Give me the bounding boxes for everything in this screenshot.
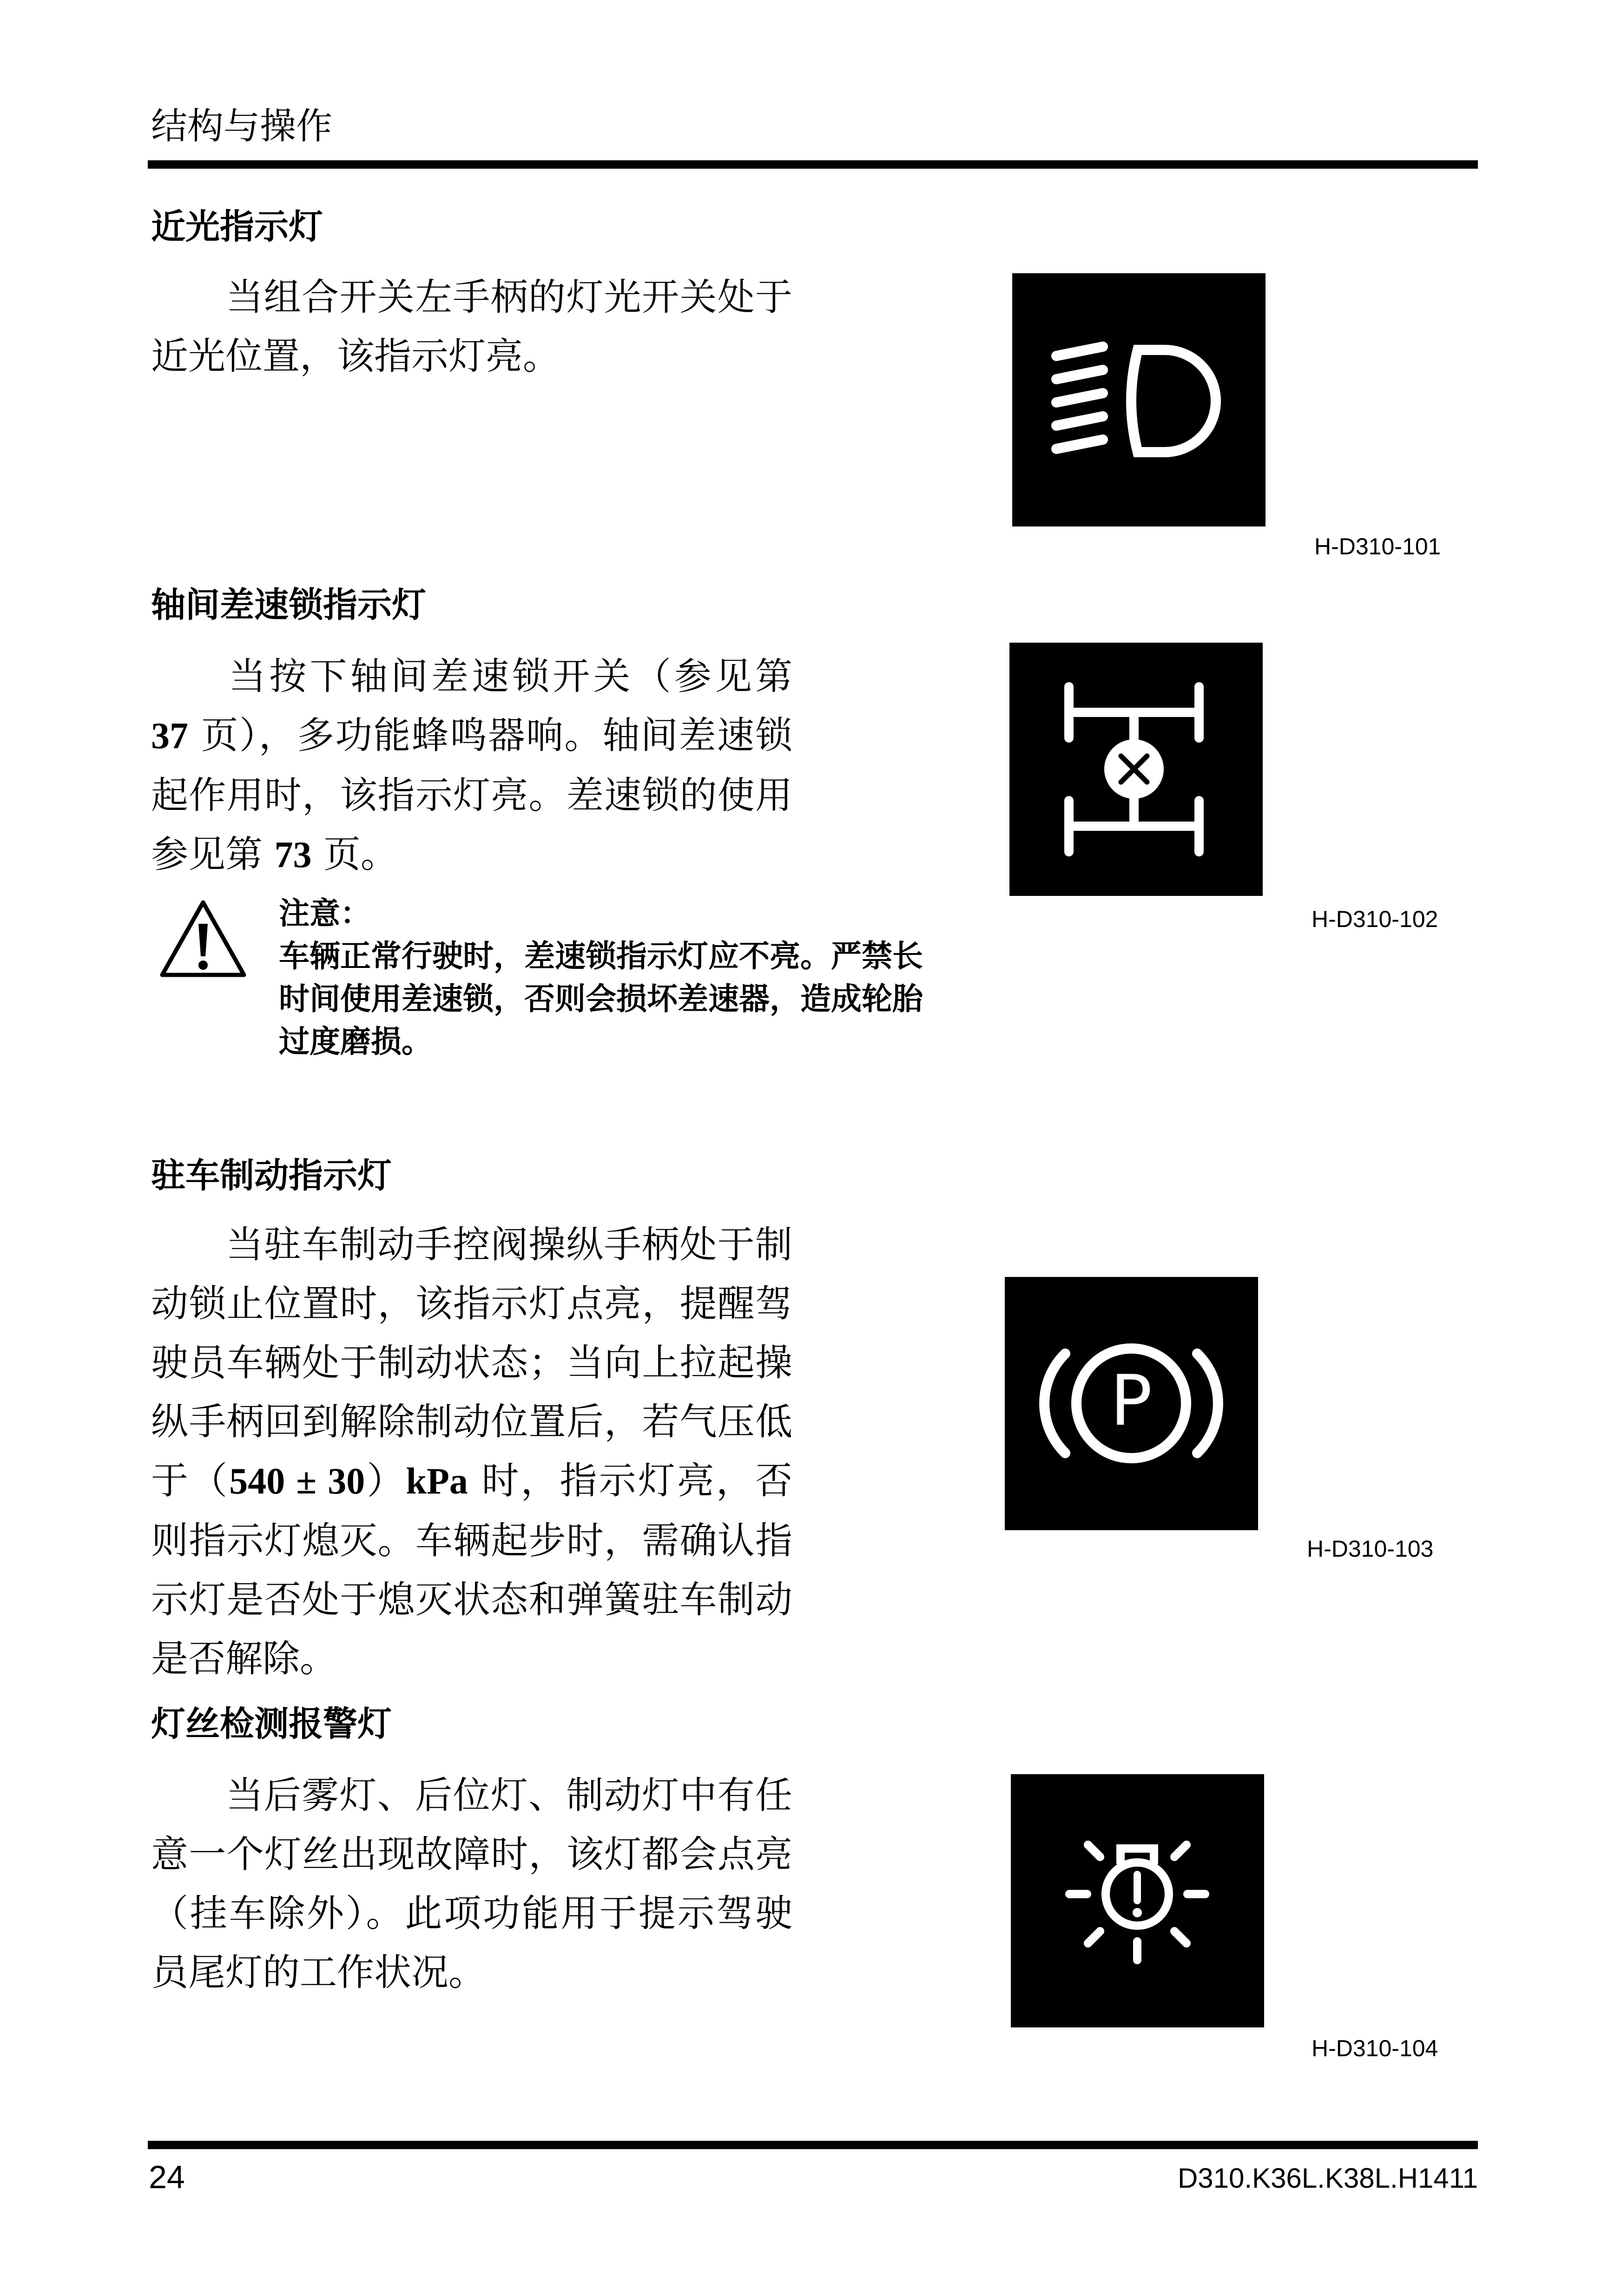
page-number: 24 bbox=[149, 2159, 185, 2195]
body-text: 当组合开关左手柄的灯光开关处于近光位置，该指示灯亮。 bbox=[151, 276, 792, 378]
note-body: 车辆正常行驶时，差速锁指示灯应不亮。严禁长时间使用差速锁，否则会损坏差速器，造成轮胎过度磨损。 bbox=[279, 938, 923, 1059]
section-body-parking-brake bbox=[151, 1215, 792, 1688]
body-text: 时，指示灯亮，否则指示灯熄灭。车辆起步时，需确认指示灯是否处于熄灭状态和弹簧驻车制动是否解除。 bbox=[151, 1459, 792, 1680]
warning-triangle-icon bbox=[157, 897, 250, 980]
footer-rule bbox=[148, 2141, 1478, 2149]
section-heading-diff-lock: 轴间差速锁指示灯 bbox=[151, 585, 426, 625]
axle-differential-lock-icon bbox=[1009, 643, 1263, 896]
section-body-bulb-failure bbox=[151, 1766, 792, 2002]
section-heading-low-beam: 近光指示灯 bbox=[151, 207, 323, 247]
body-text: 页），多功能蜂鸣器响。轴间差速锁起作用时，该指示灯亮。差速锁的使用参见第 bbox=[151, 714, 792, 876]
body-text: 页。 bbox=[311, 833, 398, 876]
parking-brake-icon bbox=[1005, 1277, 1258, 1530]
figure-label: H-D310-103 bbox=[1307, 1536, 1434, 1562]
pressure-unit: kPa bbox=[406, 1461, 468, 1502]
page-ref: 73 bbox=[274, 835, 312, 875]
section-body-diff-lock bbox=[151, 647, 792, 885]
document-code: D310.K36L.K38L.H1411 bbox=[1177, 2163, 1478, 2194]
page-ref: 37 bbox=[151, 716, 188, 757]
svg-text:P: P bbox=[1110, 1361, 1153, 1441]
note-text-block bbox=[279, 892, 925, 1063]
header-rule bbox=[148, 160, 1478, 169]
header-title: 结构与操作 bbox=[151, 105, 333, 147]
body-text: 当后雾灯、后位灯、制动灯中有任意一个灯丝出现故障时，该灯都会点亮（挂车除外）。此项功能用于提示驾驶员尾灯的工作状况。 bbox=[151, 1774, 792, 1994]
body-text: 当驻车制动手控阀操纵手柄处于制动锁止位置时，该指示灯点亮，提醒驾驶员车辆处于制动状态；当向上拉起操纵手柄回到解除制动位置后，若气压低于（ bbox=[151, 1223, 792, 1502]
pressure-value: 540 ± 30 bbox=[229, 1461, 365, 1502]
figure-label: H-D310-102 bbox=[1312, 906, 1438, 932]
low-beam-headlight-icon bbox=[1012, 273, 1266, 526]
body-text: ） bbox=[365, 1459, 406, 1502]
body-text: 当按下轴间差速锁开关（参见第 bbox=[225, 655, 792, 698]
note-title: 注意： bbox=[279, 895, 371, 931]
section-heading-parking-brake: 驻车制动指示灯 bbox=[151, 1156, 392, 1196]
bulb-failure-icon bbox=[1011, 1774, 1264, 2027]
figure-label: H-D310-101 bbox=[1314, 533, 1441, 559]
section-heading-bulb-failure: 灯丝检测报警灯 bbox=[151, 1704, 392, 1744]
caution-note bbox=[151, 892, 923, 1111]
figure-label: H-D310-104 bbox=[1312, 2035, 1438, 2061]
section-body-low-beam bbox=[151, 268, 792, 386]
